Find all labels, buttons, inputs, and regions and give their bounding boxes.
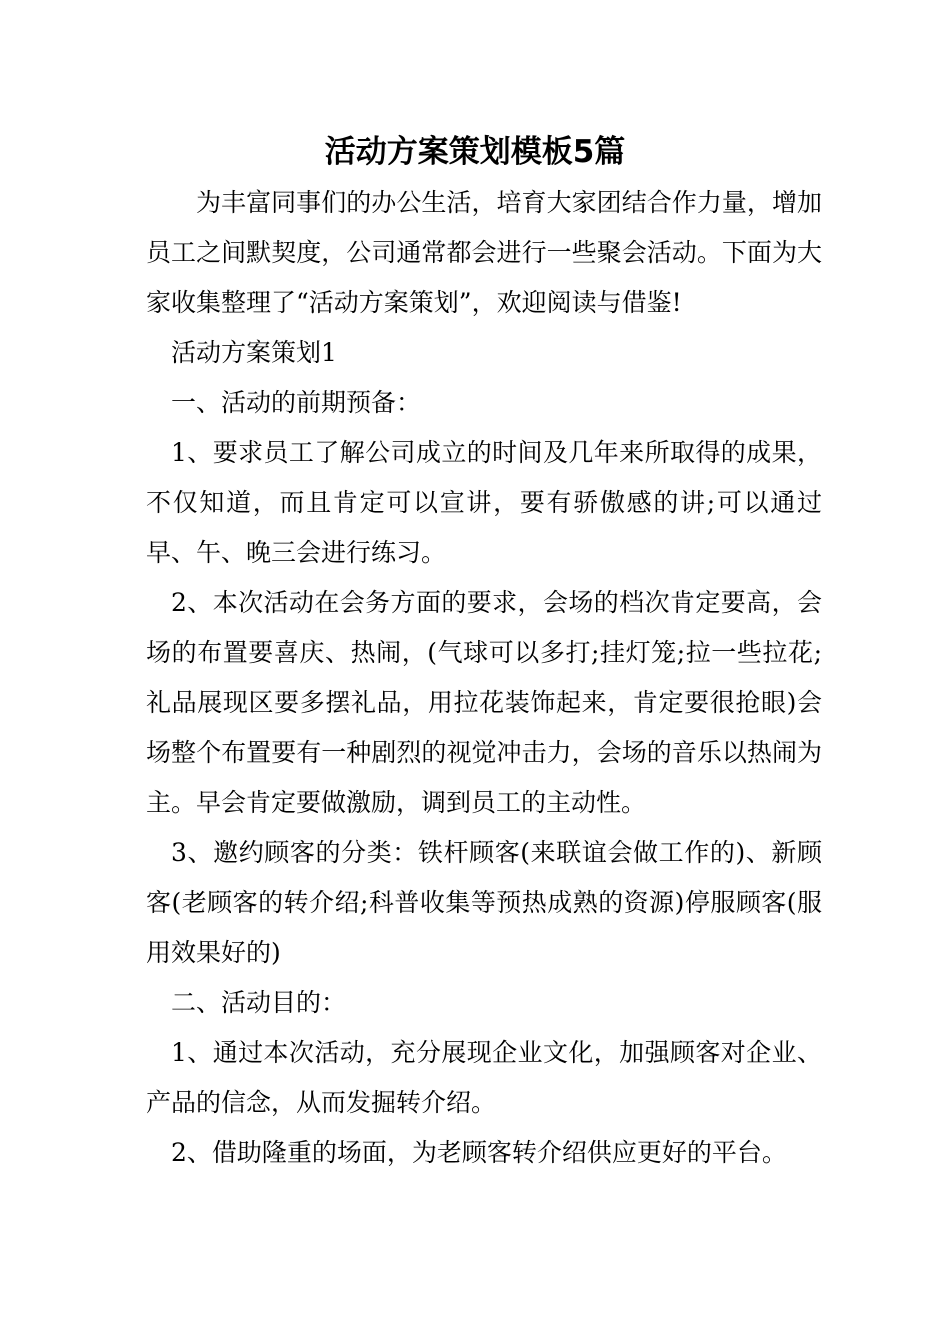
intro-paragraph: 为丰富同事们的办公生活，培育大家团结合作力量，增加员工之间默契度，公司通常都会进行一些聚会活动。下面为大家收集整理了“活动方案策划”，欢迎阅读与借鉴!	[146, 188, 822, 317]
subsection-heading: 一、活动的前期预备：	[171, 388, 422, 417]
list-paragraph: 2、本次活动在会务方面的要求，会场的档次肯定要高，会场的布置要喜庆、热闹，(气球可以多打;挂灯笼;拉一些拉花;礼品展现区要多摆礼品，用拉花装饰起来，肯定要很抢眼)会场整个布置要有一种剧烈的视觉冲击力，会场的音乐以热闹为主。早会肯定要做激励，调到员工的主动性。	[146, 588, 822, 817]
section-heading: 活动方案策划1	[171, 338, 337, 367]
document-title: 活动方案策划模板5篇	[324, 134, 626, 170]
list-paragraph: 1、要求员工了解公司成立的时间及几年来所取得的成果，不仅知道，而且肯定可以宣讲，要有骄傲感的讲;可以通过早、午、晚三会进行练习。	[146, 438, 822, 567]
list-paragraph: 1、通过本次活动，充分展现企业文化，加强顾客对企业、产品的信念，从而发掘转介绍。	[146, 1038, 822, 1117]
list-paragraph: 3、邀约顾客的分类：铁杆顾客(来联谊会做工作的)、新顾客(老顾客的转介绍;科普收集等预热成熟的资源)停服顾客(服用效果好的)	[146, 838, 822, 967]
document-body	[146, 178, 822, 1178]
subsection-heading: 二、活动目的：	[171, 988, 347, 1017]
list-paragraph: 2、借助隆重的场面，为老顾客转介绍供应更好的平台。	[171, 1138, 787, 1167]
